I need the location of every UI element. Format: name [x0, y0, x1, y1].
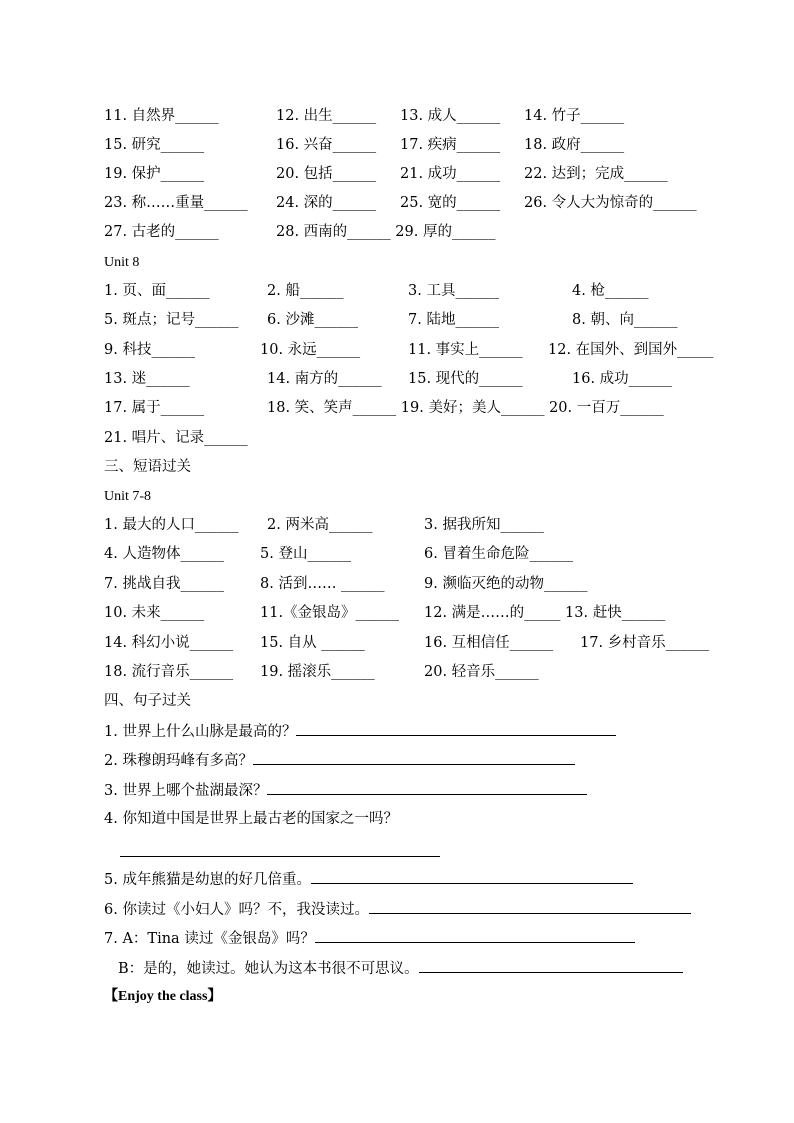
sentence-1: [104, 720, 616, 743]
vocab-row: [0, 280, 794, 302]
vocab-item: 19. 保护______: [104, 166, 205, 182]
phrase-item: 6. 冒着生命危险______: [424, 546, 573, 562]
sentence-text: 7. A：Tina 读过《金银岛》吗？: [104, 931, 315, 947]
vocab-item: 27. 古老的______: [104, 224, 219, 240]
vocab-item: 5. 斑点；记号______: [104, 312, 239, 328]
vocab-item: 25. 宽的______: [400, 195, 501, 211]
phrase-item: 7. 挑战自我______: [104, 576, 224, 592]
vocab-item: 20. 包括______: [276, 166, 377, 182]
sentence-2: [104, 749, 575, 772]
section-heading-sentences: 四、句子过关: [104, 693, 191, 709]
sentence-5: [104, 868, 633, 891]
vocab-item: 1. 页、面______: [104, 283, 210, 299]
vocab-item: 18. 政府______: [524, 137, 625, 153]
phrase-item: 10. 未来______: [104, 605, 205, 621]
phrase-item: 20. 轻音乐______: [424, 664, 539, 680]
sentence-text: 4. 你知道中国是世界上最古老的国家之一吗？: [104, 811, 398, 827]
phrase-row: [0, 632, 794, 654]
vocab-item: 2. 船______: [267, 283, 344, 299]
vocab-item: 3. 工具______: [408, 283, 499, 299]
answer-blank[interactable]: [369, 898, 691, 914]
vocab-item: 15. 现代的______: [408, 371, 523, 387]
vocab-item: 22. 达到；完成______: [524, 166, 668, 182]
vocab-item: 11. 自然界______: [104, 108, 219, 124]
answer-blank[interactable]: [120, 855, 440, 857]
vocab-item: 21. 唱片、记录______: [104, 430, 248, 446]
sentence-7a: [104, 927, 635, 950]
answer-blank[interactable]: [296, 720, 616, 736]
phrase-item: 2. 两米高______: [267, 517, 373, 533]
phrase-item: 8. 活到…… ______: [260, 576, 385, 592]
phrase-row: [0, 573, 794, 595]
vocab-item: 12. 在国外、到国外_____: [548, 342, 714, 358]
vocab-item: 9. 科技______: [104, 342, 195, 358]
vocab-item: 4. 枪______: [572, 283, 649, 299]
vocab-item: 7. 陆地______: [408, 312, 499, 328]
sentence-text: 6. 你读过《小妇人》吗？不，我没读过。: [104, 902, 369, 918]
vocab-row: [0, 309, 794, 331]
vocab-item: 11. 事实上______: [408, 342, 523, 358]
vocab-item: 13. 迷______: [104, 371, 190, 387]
vocab-item: 15. 研究______: [104, 137, 205, 153]
phrase-item: 19. 摇滚乐______: [260, 664, 375, 680]
phrase-item: 18. 流行音乐______: [104, 664, 234, 680]
answer-blank[interactable]: [311, 868, 633, 884]
answer-blank[interactable]: [315, 927, 635, 943]
vocab-item: 24. 深的______: [276, 195, 377, 211]
phrase-item: 4. 人造物体______: [104, 546, 224, 562]
vocab-item: 6. 沙滩______: [267, 312, 358, 328]
vocab-item: 28. 西南的______ 29. 厚的______: [276, 224, 496, 240]
phrase-row: [0, 602, 794, 624]
phrase-item: 17. 乡村音乐______: [580, 635, 710, 651]
phrase-item: 9. 濒临灭绝的动物______: [424, 576, 588, 592]
vocab-item: 16. 兴奋______: [276, 137, 377, 153]
vocab-item: 26. 令人大为惊奇的______: [524, 195, 697, 211]
phrase-row: [0, 514, 794, 536]
vocab-item: 14. 南方的______: [267, 371, 382, 387]
vocab-item: 16. 成功______: [572, 371, 673, 387]
vocab-item: 12. 出生______: [276, 108, 377, 124]
vocab-item: 17. 疾病______: [400, 137, 501, 153]
vocab-row: [0, 339, 794, 361]
vocab-row: [0, 192, 794, 214]
enjoy-the-class-label: 【Enjoy the class】: [104, 989, 222, 1004]
sentence-6: [104, 898, 691, 921]
phrase-item: 5. 登山______: [260, 546, 351, 562]
sentence-text: 2. 珠穆朗玛峰有多高？: [104, 753, 253, 769]
unit-7-8-heading: Unit 7-8: [104, 489, 152, 504]
vocab-item: 18. 笑、笑声______ 19. 美好；美人______ 20. 一百万______: [267, 400, 664, 416]
vocab-row: [0, 427, 794, 449]
unit-8-heading: Unit 8: [104, 255, 140, 270]
vocab-item: 14. 竹子______: [524, 108, 625, 124]
sentence-text: B：是的，她读过。她认为这本书很不可思议。: [118, 961, 419, 977]
vocab-item: 8. 朝、向______: [572, 312, 678, 328]
vocab-item: 17. 属于______: [104, 400, 205, 416]
vocab-row: [0, 221, 794, 243]
sentence-text: 1. 世界上什么山脉是最高的？: [104, 724, 297, 740]
phrase-row: [0, 661, 794, 683]
phrase-item: 14. 科幻小说______: [104, 635, 234, 651]
phrase-row: [0, 543, 794, 565]
vocab-row: [0, 368, 794, 390]
phrase-item: 15. 自从 ______: [260, 635, 365, 651]
phrase-item: 11.《金银岛》______: [260, 605, 400, 621]
vocab-row: [0, 163, 794, 185]
section-heading-phrases: 三、短语过关: [104, 459, 191, 475]
sentence-3: [104, 779, 587, 802]
vocab-item: 21. 成功______: [400, 166, 501, 182]
vocab-item: 10. 永远______: [260, 342, 361, 358]
sentence-text: 5. 成年熊猫是幼崽的好几倍重。: [104, 872, 311, 888]
answer-blank[interactable]: [253, 749, 575, 765]
vocab-row: [0, 397, 794, 419]
vocab-item: 13. 成人______: [400, 108, 501, 124]
vocab-row: [0, 134, 794, 156]
answer-blank[interactable]: [419, 957, 683, 973]
phrase-item: 12. 满是……的_____ 13. 赶快______: [424, 605, 666, 621]
answer-blank[interactable]: [267, 779, 587, 795]
phrase-item: 1. 最大的人口______: [104, 517, 239, 533]
phrase-item: 3. 据我所知______: [424, 517, 544, 533]
sentence-7b: [118, 957, 683, 980]
vocab-item: 23. 称……重量______: [104, 195, 248, 211]
sentence-4: [104, 808, 398, 830]
phrase-item: 16. 互相信任______: [424, 635, 554, 651]
sentence-text: 3. 世界上哪个盐湖最深？: [104, 783, 268, 799]
vocab-row: [0, 105, 794, 127]
